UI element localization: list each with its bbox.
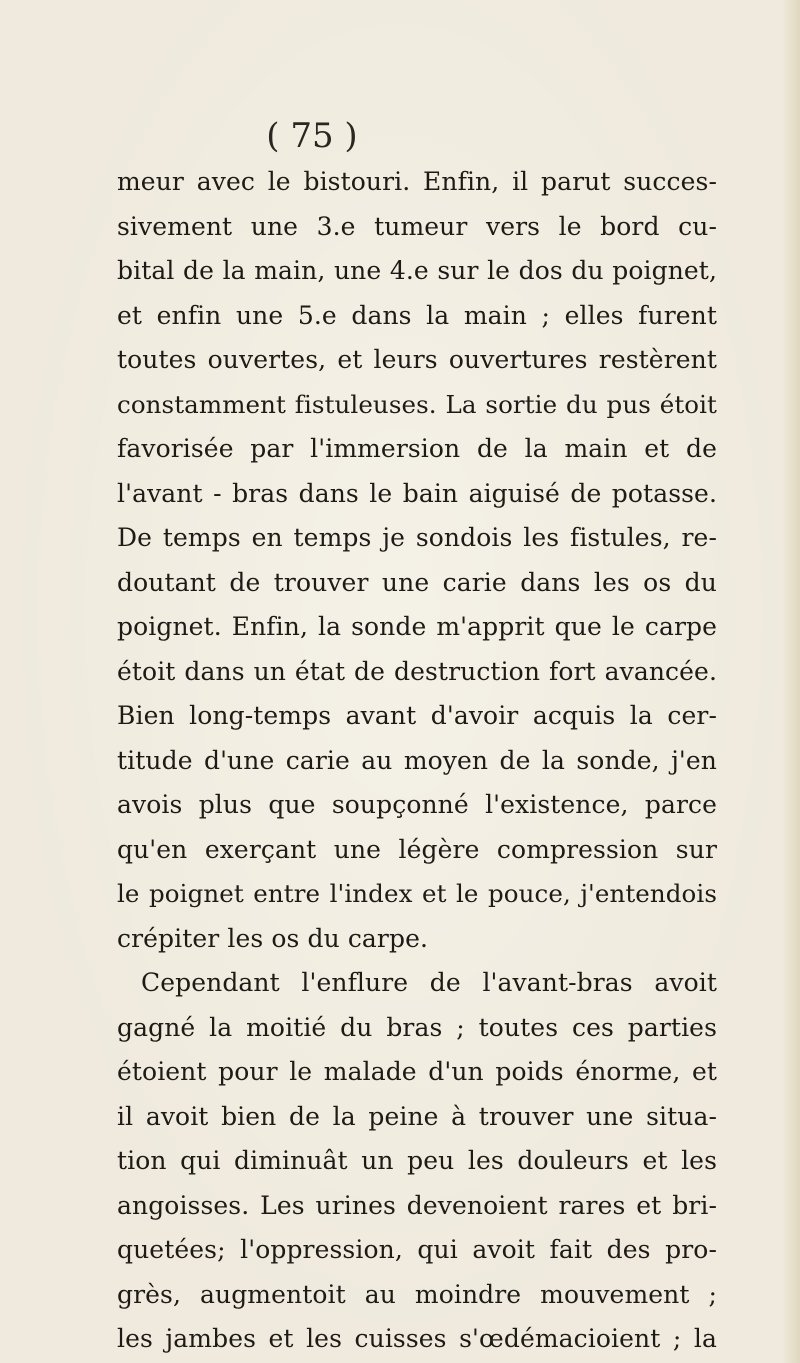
text-line: Bien long-temps avant d'avoir acquis la cer- xyxy=(117,701,717,730)
text-line: avois plus que soupçonné l'existence, parce xyxy=(117,790,717,819)
text-line: crépiter les os du carpe. xyxy=(117,923,429,953)
text-line: il avoit bien de la peine à trouver une situa- xyxy=(117,1101,717,1131)
page-edge-shadow xyxy=(782,0,800,1363)
text-line: poignet. Enfin, la sonde m'apprit que le carpe xyxy=(117,612,717,641)
text-line: le poignet entre l'index et le pouce, j'entendois xyxy=(117,879,717,908)
text-line: et enfin une 5.e dans la main ; elles furent xyxy=(117,300,717,330)
text-line: grès, augmentoit au moindre mouvement ; xyxy=(117,1279,717,1309)
text-line: gagné la moitié du bras ; toutes ces parties xyxy=(117,1012,717,1042)
text-line: constamment fistuleuses. La sortie du pus étoit xyxy=(117,389,717,419)
text-line: étoit dans un état de destruction fort avancée. xyxy=(117,656,717,686)
text-line: qu'en exerçant une légère compression sur xyxy=(117,834,717,864)
text-line: tion qui diminuât un peu les douleurs et les xyxy=(117,1146,717,1175)
text-line: l'avant - bras dans le bain aiguisé de potasse. xyxy=(117,478,717,508)
text-line: angoisses. Les urines devenoient rares et bri- xyxy=(117,1190,717,1220)
text-line: favorisée par l'immersion de la main et de xyxy=(117,434,717,463)
text-line: toutes ouvertes, et leurs ouvertures restèrent xyxy=(117,345,717,374)
text-line: doutant de trouver une carie dans les os du xyxy=(117,567,717,597)
text-line: De temps en temps je sondois les fistules, re- xyxy=(117,523,717,552)
text-line: titude d'une carie au moyen de la sonde, j'en xyxy=(117,745,717,775)
page-number: ( 75 ) xyxy=(266,116,358,156)
text-line: étoient pour le malade d'un poids énorme, et xyxy=(117,1057,717,1086)
text-line: quetées; l'oppression, qui avoit fait des pro- xyxy=(117,1235,717,1264)
text-line: Cependant l'enflure de l'avant-bras avoit xyxy=(141,968,717,997)
text-line: meur avec le bistouri. Enfin, il parut succes- xyxy=(117,167,717,196)
text-line: les jambes et les cuisses s'œdémacioient ; la xyxy=(117,1324,717,1353)
body-text xyxy=(117,160,717,1362)
text-line: sivement une 3.e tumeur vers le bord cu- xyxy=(117,211,717,241)
text-line: bital de la main, une 4.e sur le dos du poignet, xyxy=(117,256,717,285)
